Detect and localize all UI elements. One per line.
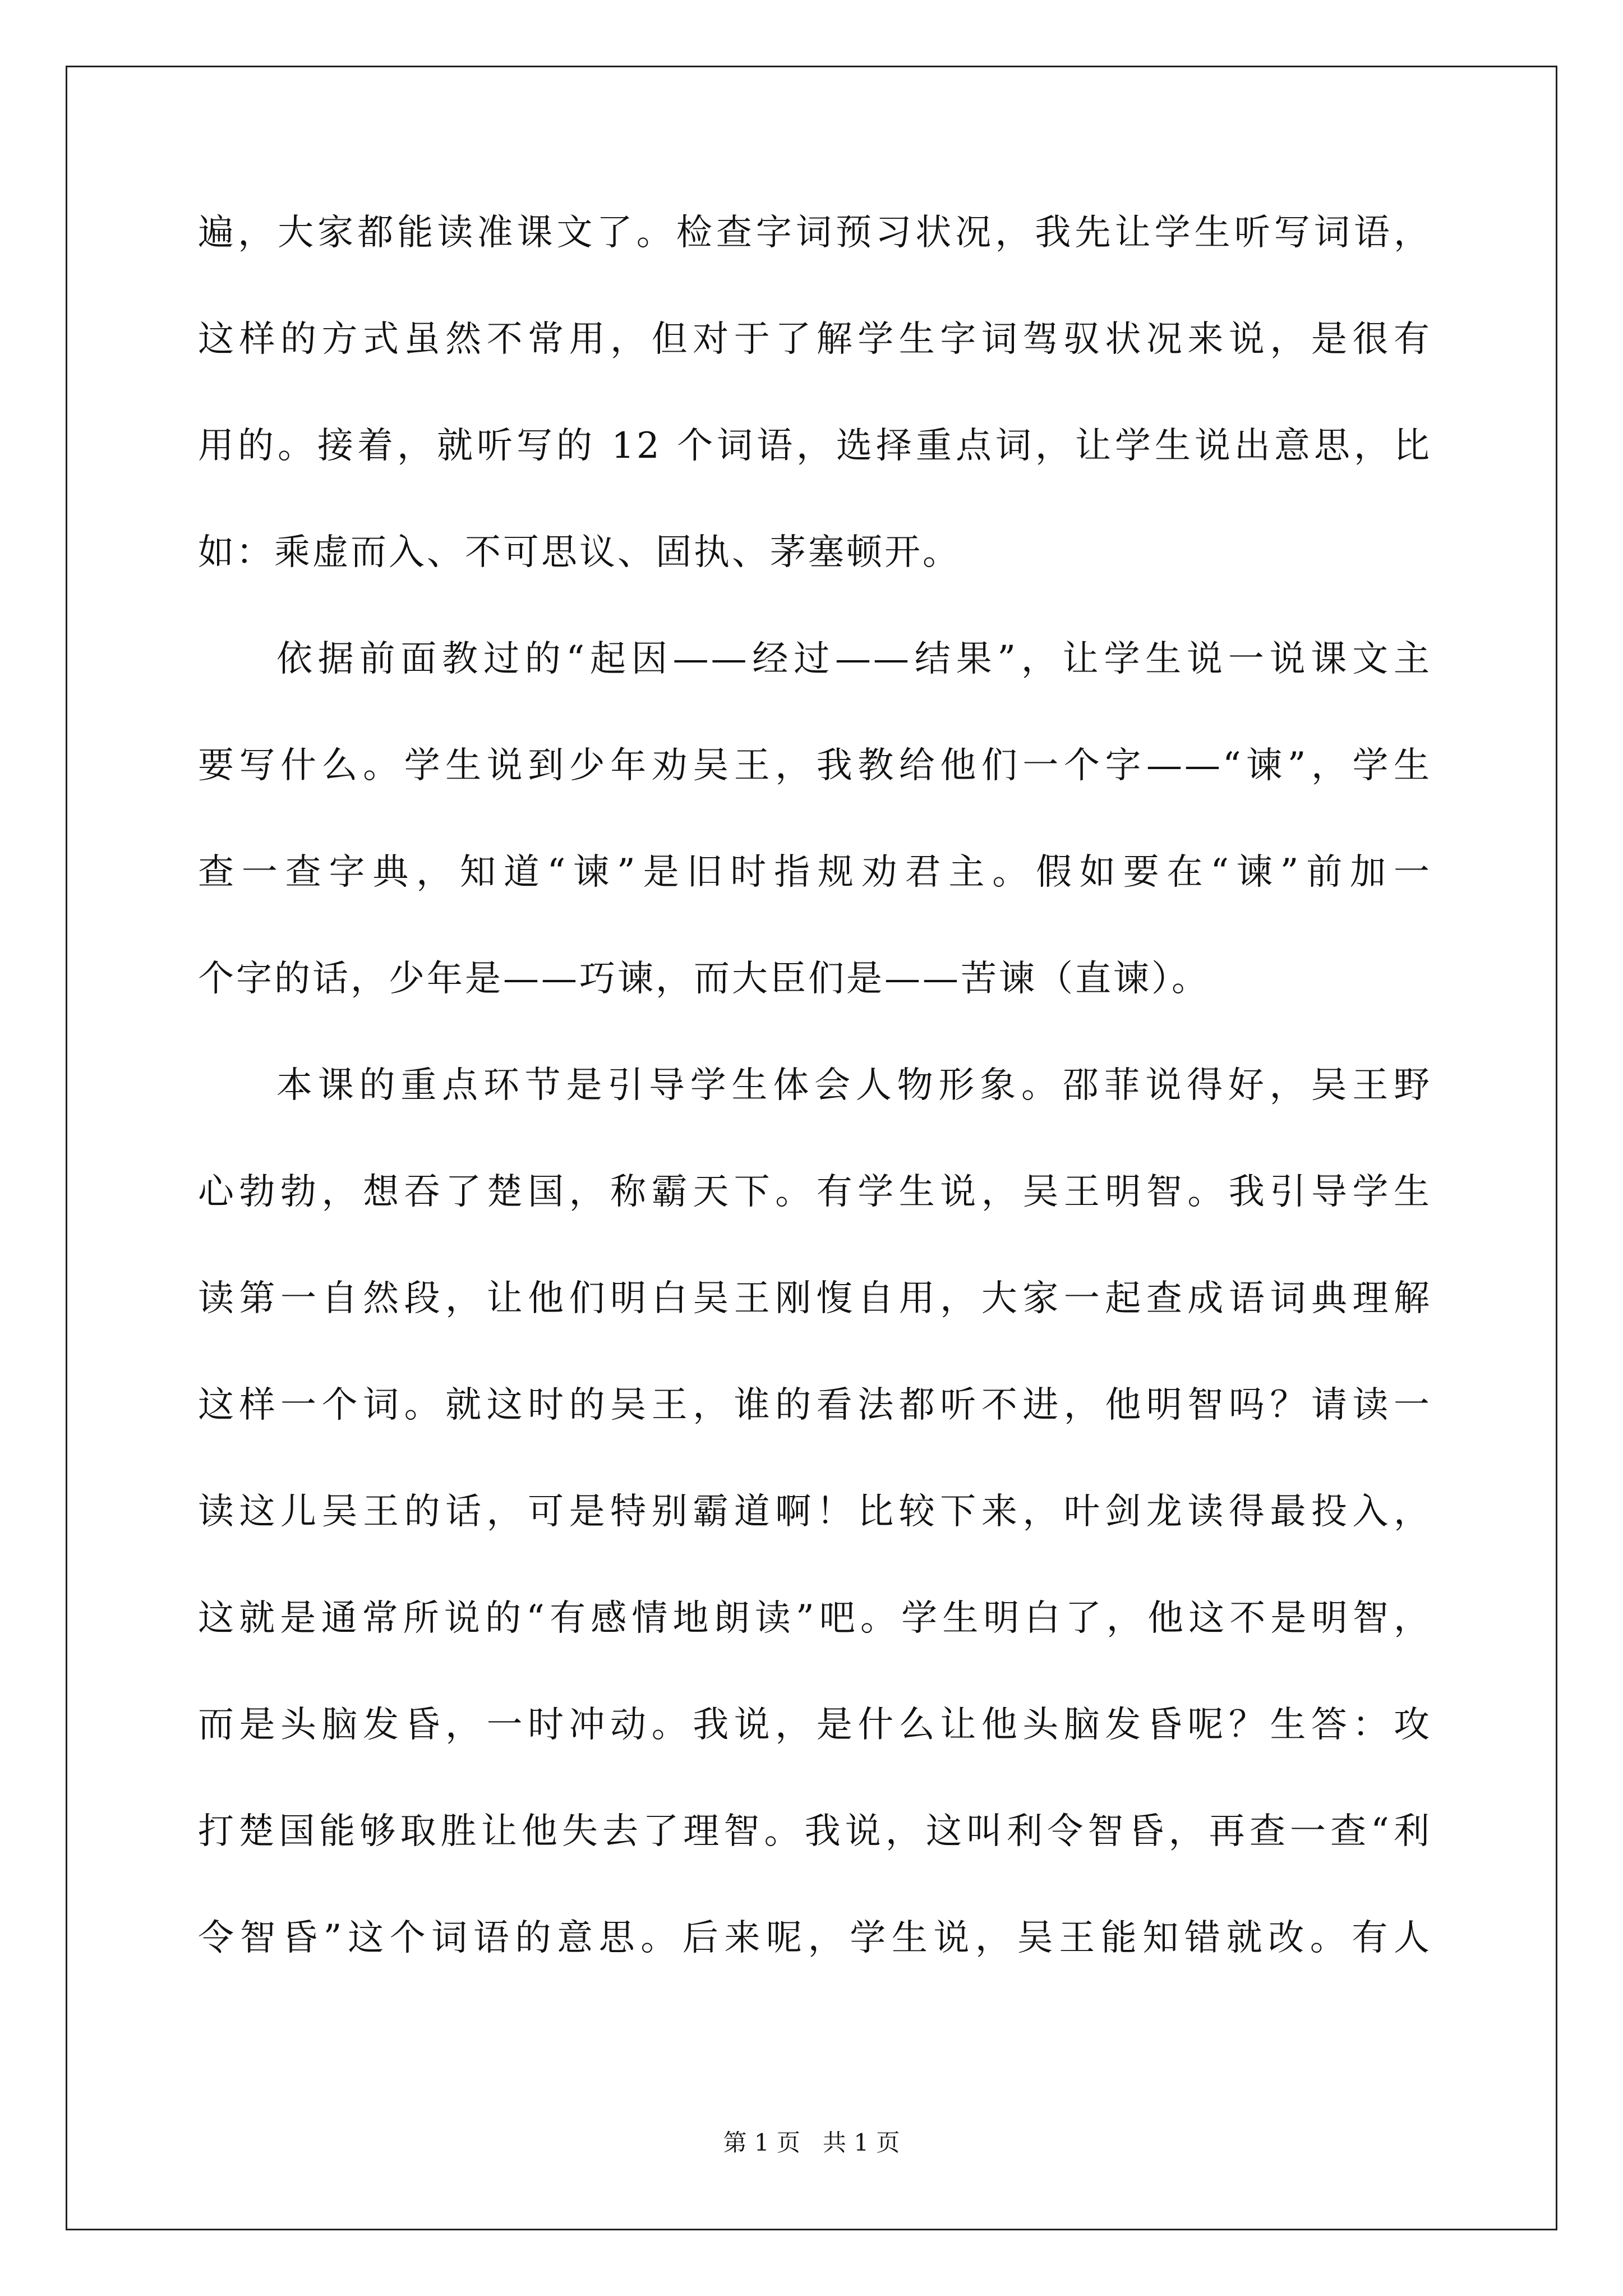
page-number-current: 第 1 页: [723, 2129, 800, 2156]
text-line: 查一查字典，知道“谏”是旧时指规劝君主。假如要在“谏”前加一: [198, 852, 1432, 893]
text-line: 遍，大家都能读准课文了。检查字词预习状况，我先让学生听写词语，: [198, 212, 1432, 254]
text-line: 这样一个词。就这时的吴王，谁的看法都听不进，他明智吗？请读一: [198, 1384, 1432, 1426]
text-line: 这就是通常所说的“有感情地朗读”吧。学生明白了，他这不是明智，: [198, 1598, 1432, 1639]
text-line: 用的。接着，就听写的 12 个词语，选择重点词，让学生说出意思，比: [198, 425, 1432, 467]
text-line: 这样的方式虽然不常用，但对于了解学生字词驾驭状况来说，是很有: [198, 319, 1432, 360]
text-line: 本课的重点环节是引导学生体会人物形象。邵菲说得好，吴王野: [276, 1065, 1432, 1106]
text-line: 心勃勃，想吞了楚国，称霸天下。有学生说，吴王明智。我引导学生: [198, 1171, 1432, 1213]
text-line: 令智昏”这个词语的意思。后来呢，学生说，吴王能知错就改。有人: [198, 1917, 1432, 1959]
text-line: 读这儿吴王的话，可是特别霸道啊！比较下来，叶剑龙读得最投入，: [198, 1491, 1432, 1533]
text-line: 个字的话，少年是——巧谏，而大臣们是——苦谏（直谏）。: [198, 958, 1210, 1000]
page-number-total: 共 1 页: [823, 2129, 900, 2156]
document-body: [198, 202, 1432, 2014]
text-line: 而是头脑发昏，一时冲动。我说，是什么让他头脑发昏呢？生答：攻: [198, 1704, 1432, 1746]
page-footer: [0, 2126, 1623, 2160]
text-line: 要写什么。学生说到少年劝吴王，我教给他们一个字——“谏”，学生: [198, 745, 1432, 786]
text-line: 打楚国能够取胜让他失去了理智。我说，这叫利令智昏，再查一查“利: [198, 1811, 1432, 1852]
text-line: 依据前面教过的“起因——经过——结果”，让学生说一说课文主: [276, 638, 1432, 680]
text-line: 读第一自然段，让他们明白吴王刚愎自用，大家一起查成语词典理解: [198, 1278, 1432, 1319]
text-line: 如：乘虚而入、不可思议、固执、茅塞顿开。: [198, 532, 961, 573]
